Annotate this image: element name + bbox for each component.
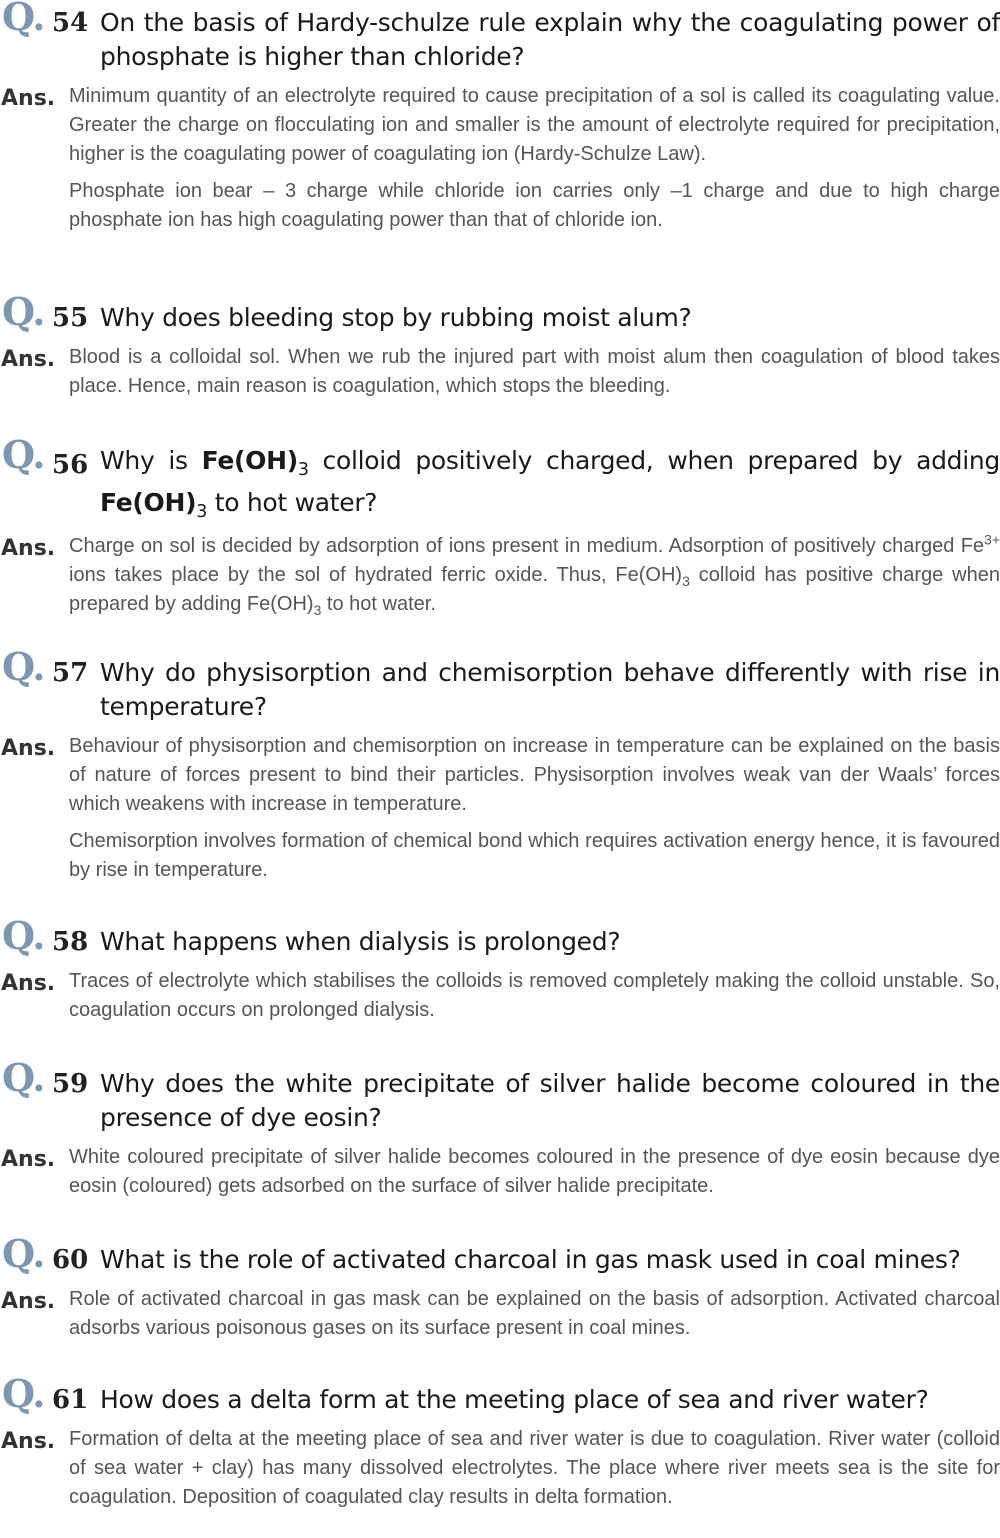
question-text: What is the role of activated charcoal in gas mask used in coal mines? <box>100 1245 961 1274</box>
question-number: 58 <box>52 927 89 957</box>
qa-block-59 <box>0 1055 1000 1201</box>
q-marker: Q. <box>2 289 45 334</box>
qa-block-54 <box>0 0 1000 235</box>
q-marker: Q. <box>2 1055 45 1100</box>
answer-label: Ans. <box>1 347 56 372</box>
question-text: Why do physisorption and chemisorption behave differently with rise in temperature? <box>100 658 1000 721</box>
question-number: 56 <box>52 450 89 480</box>
answer-label: Ans. <box>1 1289 56 1314</box>
question <box>0 644 1000 724</box>
qa-block-56 <box>0 432 1000 619</box>
answer-paragraph: Phosphate ion bear – 3 charge while chloride ion carries only –1 charge and due to high charge phosphate ion has high coagulating power than that of chloride ion. <box>69 180 1000 231</box>
question-text: Why does bleeding stop by rubbing moist alum? <box>100 303 692 332</box>
q-marker: Q. <box>2 432 45 477</box>
q-marker: Q. <box>2 644 45 689</box>
answer-paragraph: Behaviour of physisorption and chemisorption on increase in temperature can be explained on the basis of nature of forces present to bind their particles. Physisorption involves weak van der Waals’ forces which weakens with increase in temperature. <box>69 735 1000 815</box>
question-text: What happens when dialysis is prolonged? <box>100 927 621 956</box>
question-text: How does a delta form at the meeting place of sea and river water? <box>100 1385 929 1414</box>
question <box>0 432 1000 524</box>
qa-block-57 <box>0 644 1000 885</box>
formula: Fe(OH) <box>100 488 197 517</box>
question <box>0 0 1000 74</box>
answer-label: Ans. <box>1 86 56 111</box>
q-marker: Q. <box>2 1231 45 1276</box>
answer-label: Ans. <box>1 1147 56 1172</box>
answer-paragraph: White coloured precipitate of silver halide becomes coloured in the presence of dye eosin because dye eosin (coloured) gets adsorbed on the surface of silver halide precipitate. <box>69 1146 1000 1197</box>
q-marker: Q. <box>2 1371 45 1416</box>
answer <box>0 1143 1000 1201</box>
question <box>0 1371 1000 1417</box>
answer-paragraph: Chemisorption involves formation of chemical bond which requires activation energy hence, it is favoured by rise in temperature. <box>69 830 1000 881</box>
question <box>0 1231 1000 1277</box>
answer-paragraph: Blood is a colloidal sol. When we rub the injured part with moist alum then coagulation of blood takes place. Hence, main reason is coagulation, which stops the bleeding. <box>69 346 1000 397</box>
qa-block-61 <box>0 1371 1000 1512</box>
question-number: 54 <box>52 8 89 38</box>
question-text: On the basis of Hardy-schulze rule explain why the coagulating power of phosphate is higher than chloride? <box>100 8 1000 71</box>
answer-label: Ans. <box>1 736 56 761</box>
answer <box>0 1425 1000 1512</box>
answer-paragraph: Traces of electrolyte which stabilises the colloids is removed completely making the colloid unstable. So, coagulation occurs on prolonged dialysis. <box>69 970 1000 1021</box>
question-number: 60 <box>52 1245 89 1275</box>
question-number: 55 <box>52 303 89 333</box>
question <box>0 1055 1000 1135</box>
answer-label: Ans. <box>1 536 56 561</box>
answer <box>0 967 1000 1025</box>
q-marker: Q. <box>2 913 45 958</box>
question <box>0 913 1000 959</box>
answer-label: Ans. <box>1 1429 56 1454</box>
question-number: 59 <box>52 1069 89 1099</box>
answer <box>0 1285 1000 1343</box>
answer-paragraph: Charge on sol is decided by adsorption of ions present in medium. Adsorption of positively charged $Fe^{3+}$ ions takes place by the sol of hydrated ferric oxide. Thus, $Fe(OH)_3$ colloid has positive charge when prepared by adding $Fe(OH)_3$ to hot water. <box>69 531 1000 618</box>
question-number: 61 <box>52 1385 89 1415</box>
answer <box>0 343 1000 401</box>
qa-block-58 <box>0 913 1000 1025</box>
question-text: Why is $Fe(OH)_3$ colloid positively charged, when prepared by adding $Fe(OH)_3$ to hot water? <box>100 446 1000 522</box>
question <box>0 289 1000 335</box>
question-text: Why does the white precipitate of silver halide become coloured in the presence of dye eosin? <box>100 1069 1000 1132</box>
qa-block-60 <box>0 1231 1000 1343</box>
qa-block-55 <box>0 289 1000 401</box>
answer <box>0 82 1000 235</box>
q-marker: Q. <box>2 0 45 39</box>
formula: Fe(OH) <box>201 446 298 475</box>
answer <box>0 532 1000 619</box>
answer-paragraph: Role of activated charcoal in gas mask can be explained on the basis of adsorption. Activated charcoal adsorbs various poisonous gases on its surface present in coal mines. <box>69 1288 1000 1339</box>
answer <box>0 732 1000 885</box>
answer-paragraph: Formation of delta at the meeting place of sea and river water is due to coagulation. River water (colloid of sea water + clay) has many dissolved electrolytes. The place where river meets sea is the site for coagulation. Deposition of coagulated clay results in delta formation. <box>69 1428 1000 1508</box>
answer-label: Ans. <box>1 971 56 996</box>
answer-paragraph: Minimum quantity of an electrolyte required to cause precipitation of a sol is called its coagulating value. Greater the charge on flocculating ion and smaller is the amount of electrolyte required for precipitation, higher is the coagulating power of coagulating ion (Hardy-Schulze Law). <box>69 85 1000 165</box>
question-number: 57 <box>52 658 89 688</box>
